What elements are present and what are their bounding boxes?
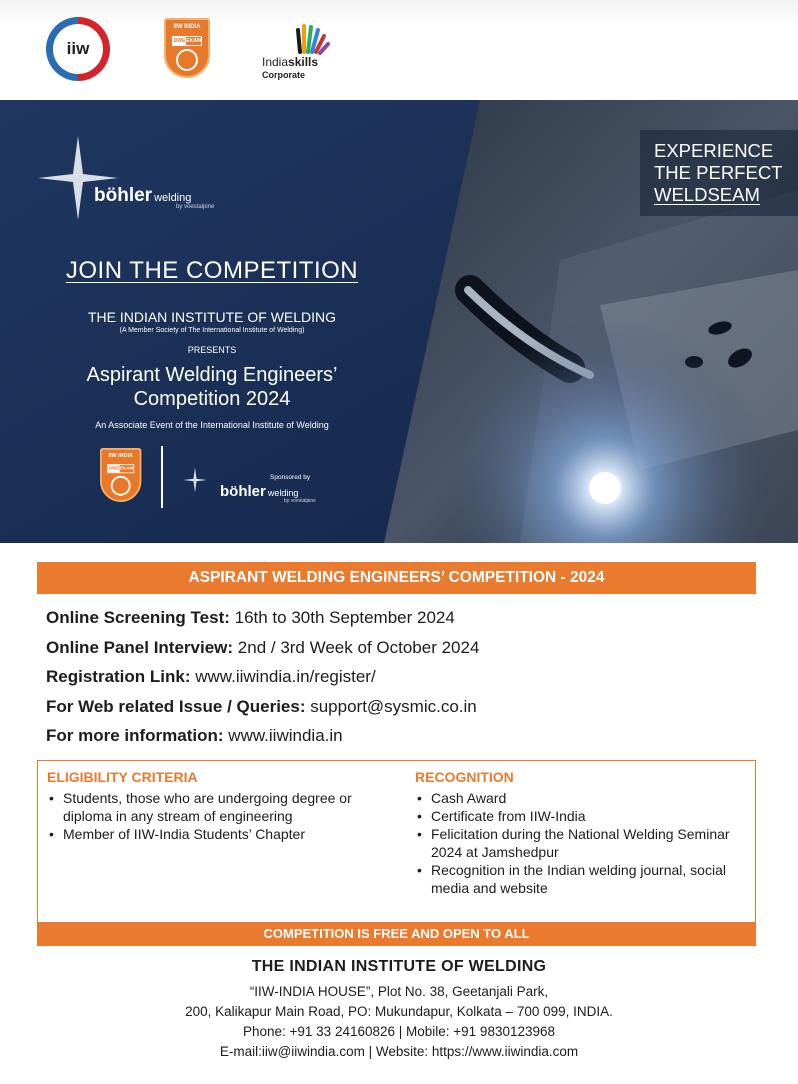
recognition-heading: RECOGNITION [415,769,514,785]
footer-org-name: THE INDIAN INSTITUTE OF WELDING [251,958,547,975]
shield-bar [172,36,202,46]
info-row-more-info [46,721,766,751]
support-email-link[interactable]: support@sysmic.co.in [305,696,477,716]
eligibility-section [47,769,387,843]
list-item: • Certificate from IIW-India [415,807,735,825]
info-value: 16th to 30th September 2024 [229,608,455,627]
info-value: 2nd / 3rd Week of October 2024 [233,637,480,657]
info-row-registration [46,662,766,692]
footer [0,958,798,1062]
top-logo-strip [0,0,798,100]
info-key: Online Panel Interview: [46,637,234,657]
hero-logo-divider [161,446,163,508]
hero-shield-dwe: DWE [108,466,120,472]
indiaskills-fan-icon [294,22,330,56]
sponsor-star-icon [183,450,243,510]
hero-shield-bar [107,464,134,473]
footer-phone: Phone: +91 33 24160826 | Mobile: +91 9830123968 [242,1024,556,1039]
list-item: • Students, those who are undergoing degree or diploma in any stream of engineering [47,789,387,825]
hero-iiw-india-shield [100,448,141,502]
tagline-line3: WELDSEAM [654,184,760,205]
competition-info [46,603,766,751]
footer-contact[interactable]: E-mail:iiw@iiwindia.com | Website: https://www.iiwindia.com [219,1044,579,1059]
join-competition-heading: JOIN THE COMPETITION [65,257,359,284]
hero-shield-title: IIW INDIA [108,453,133,459]
indiaskills-wordmark [262,55,318,69]
iiw-logo [46,17,110,81]
footer-address-line2: 200, Kalikapur Main Road, PO: Mukundapur, Kolkata – 700 099, INDIA. [185,1004,613,1019]
recognition-section [415,769,735,897]
info-row-support [46,692,766,722]
sponsored-by-label: Sponsored by [270,474,311,481]
boehler-by: by voestalpine [176,204,215,210]
indiaskills-corporate: Corporate [262,70,306,80]
info-key: Registration Link: [46,667,191,686]
hero-competition-line1: Aspirant Welding Engineers’ [86,364,338,386]
info-key: For Web related Issue / Queries: [46,696,306,716]
hero-competition-line2: Competition 2024 [133,388,291,410]
indiaskills-skills: skills [288,55,319,69]
sponsor-boehler-name: böhler [220,483,266,500]
website-link[interactable]: www.iiwindia.in [223,726,343,745]
shield-emblem [176,49,198,71]
info-key: Online Screening Test: [46,608,230,627]
list-item: • Member of IIW-India Students’ Chapter [47,825,387,843]
boehler-welding: welding [154,192,192,204]
registration-link[interactable]: www.iiwindia.in/register/ [190,667,376,686]
footer-address-line1: “IIW-INDIA HOUSE”, Plot No. 38, Geetanjali Park, [249,984,549,999]
experience-tagline [640,130,798,216]
shield-dwe: DWE [173,38,186,44]
info-row-screening [46,603,766,633]
competition-title-bar: ASPIRANT WELDING ENGINEERS’ COMPETITION - 2024 [37,562,756,594]
hero-competition-title [0,363,424,411]
iiw-logo-text: iiw [53,24,103,74]
indiaskills-india: India [262,55,289,69]
hero-shield-ekam: EKAM [120,466,134,472]
hero-institute: THE INDIAN INSTITUTE OF WELDING [87,309,337,325]
list-item: • Cash Award [415,789,735,807]
list-item: • Recognition in the Indian welding journal, social media and website [415,861,735,897]
shield-title: IIW INDIA [173,24,201,30]
eligibility-list [47,789,387,843]
list-item: • Felicitation during the National Welding Seminar 2024 at Jamshedpur [415,825,735,861]
boehler-name: böhler [94,185,153,206]
hero-presents: PRESENTS [187,345,237,355]
iiw-india-shield-logo [164,18,210,78]
recognition-list [415,789,735,897]
criteria-box [37,760,756,923]
indiaskills-logo [262,22,332,82]
tagline-line1: EXPERIENCE [654,140,774,161]
shield-ekam: EKAM [186,38,201,44]
eligibility-heading: ELIGIBILITY CRITERIA [47,769,198,785]
hero-associate: An Associate Event of the International Institute of Welding [95,420,329,430]
hero-banner [0,100,798,543]
hero-shield-emblem [111,476,131,496]
tagline-line2: THE PERFECT [654,162,783,183]
sponsor-boehler-by: by voestalpine [284,498,316,504]
info-key: For more information: [46,726,224,745]
sponsor-boehler-welding: welding [267,488,299,498]
hero-member-society: (A Member Society of The International Institute of Welding) [119,327,305,334]
info-row-interview [46,633,766,663]
free-open-bar: COMPETITION IS FREE AND OPEN TO ALL [37,922,756,946]
